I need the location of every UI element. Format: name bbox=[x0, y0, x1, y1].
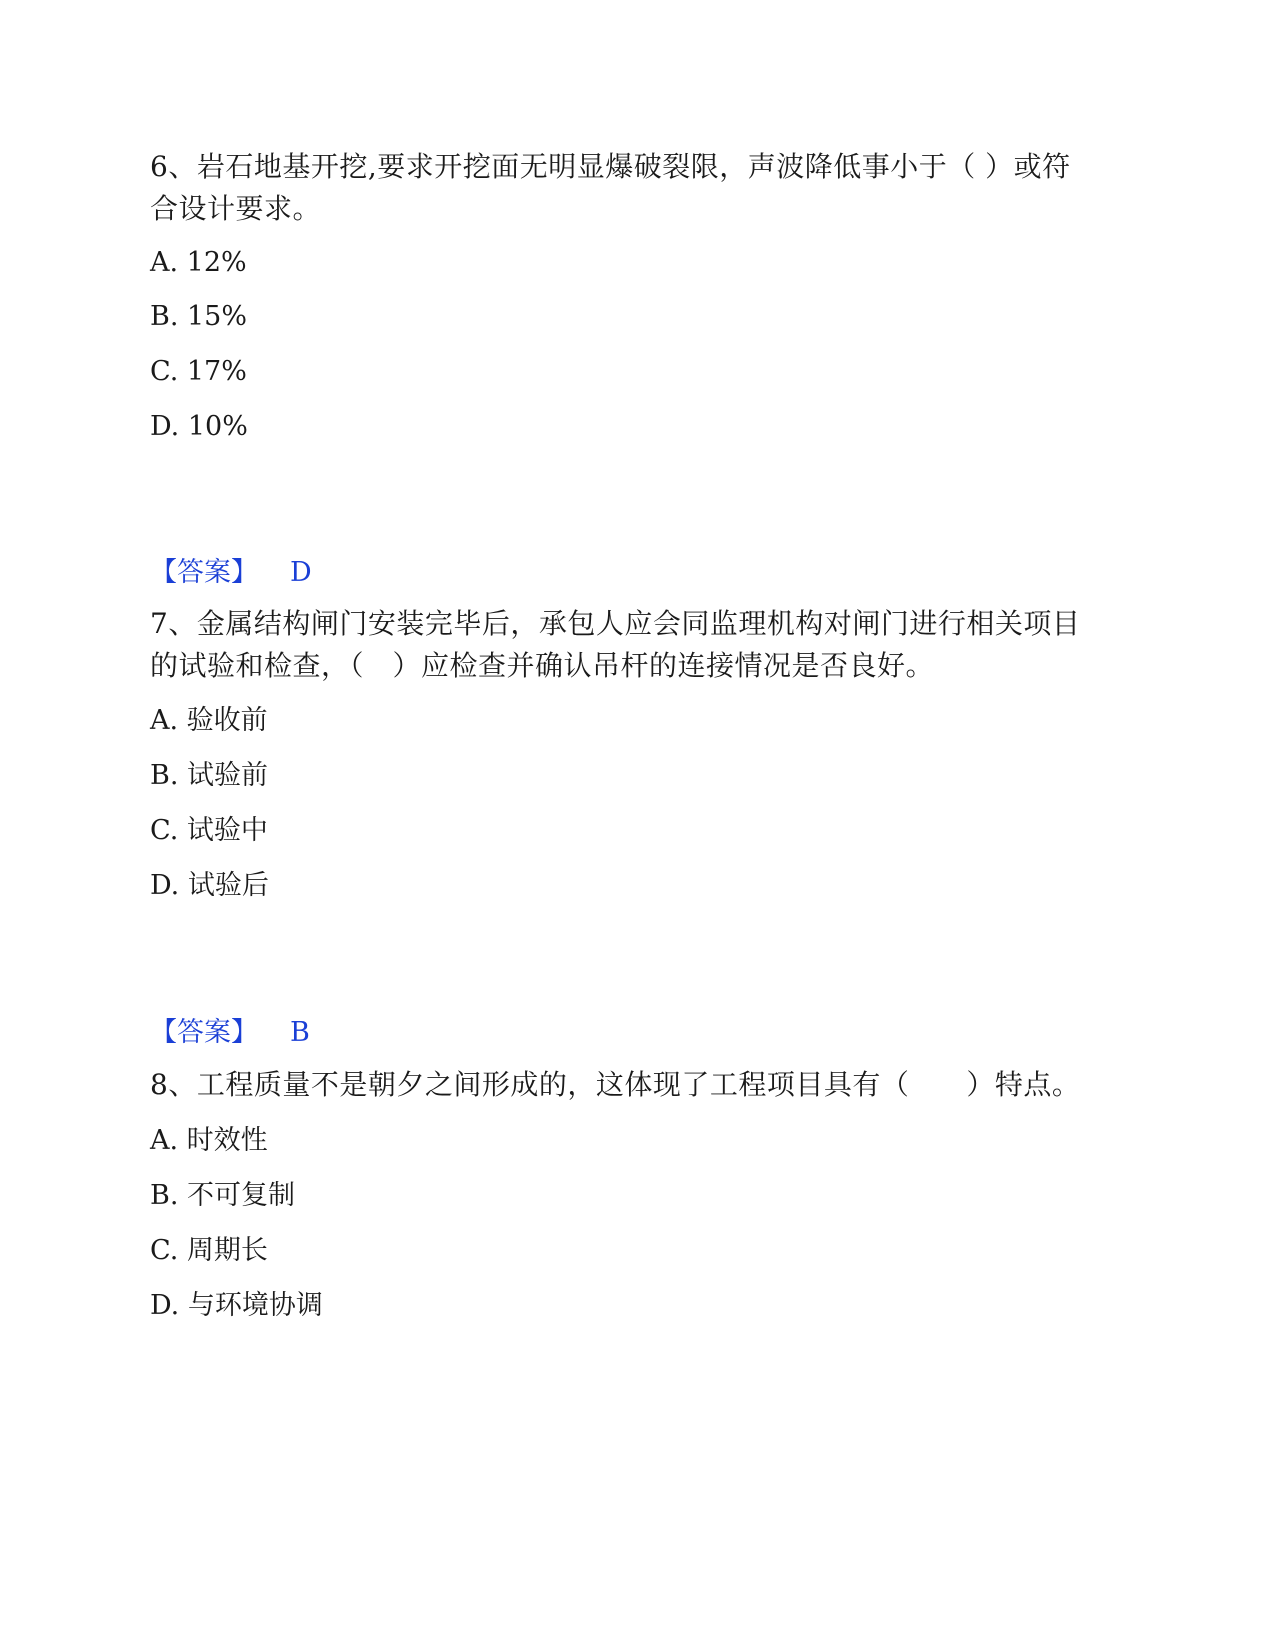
question-7-option-a: A. 验收前 bbox=[150, 705, 268, 736]
answer-value: D bbox=[290, 557, 312, 588]
answer-value: B bbox=[290, 1017, 310, 1048]
question-7-stem-line-1: 7、金属结构闸门安装完毕后，承包人应会同监理机构对闸门进行相关项目 bbox=[150, 607, 1081, 640]
question-8-option-c: C. 周期长 bbox=[150, 1235, 268, 1266]
question-8-option-b: B. 不可复制 bbox=[150, 1180, 296, 1211]
question-6-option-a: A. 12% bbox=[150, 247, 247, 278]
question-6-option-d: D. 10% bbox=[150, 411, 248, 442]
question-6-stem-line-1: 6、岩石地基开挖,要求开挖面无明显爆破裂限，声波降低事小于（ ）或符 bbox=[150, 150, 1071, 183]
question-6-option-c: C. 17% bbox=[150, 356, 247, 387]
question-6-stem-line-2: 合设计要求。 bbox=[150, 192, 322, 225]
answer-label: 【答案】 bbox=[150, 1017, 258, 1048]
question-7-option-c: C. 试验中 bbox=[150, 815, 268, 846]
question-7-option-b: B. 试验前 bbox=[150, 760, 269, 791]
question-6-option-b: B. 15% bbox=[150, 301, 248, 332]
question-7-option-d: D. 试验后 bbox=[150, 870, 269, 901]
answer-label: 【答案】 bbox=[150, 557, 258, 588]
question-7-stem-line-2: 的试验和检查，（ ）应检查并确认吊杆的连接情况是否良好。 bbox=[150, 649, 935, 682]
question-6-answer bbox=[150, 556, 312, 590]
question-8-stem-line-1: 8、工程质量不是朝夕之间形成的，这体现了工程项目具有（ ）特点。 bbox=[150, 1068, 1081, 1101]
question-8-option-a: A. 时效性 bbox=[150, 1125, 268, 1156]
question-8-option-d: D. 与环境协调 bbox=[150, 1290, 323, 1321]
question-7-answer bbox=[150, 1016, 310, 1050]
